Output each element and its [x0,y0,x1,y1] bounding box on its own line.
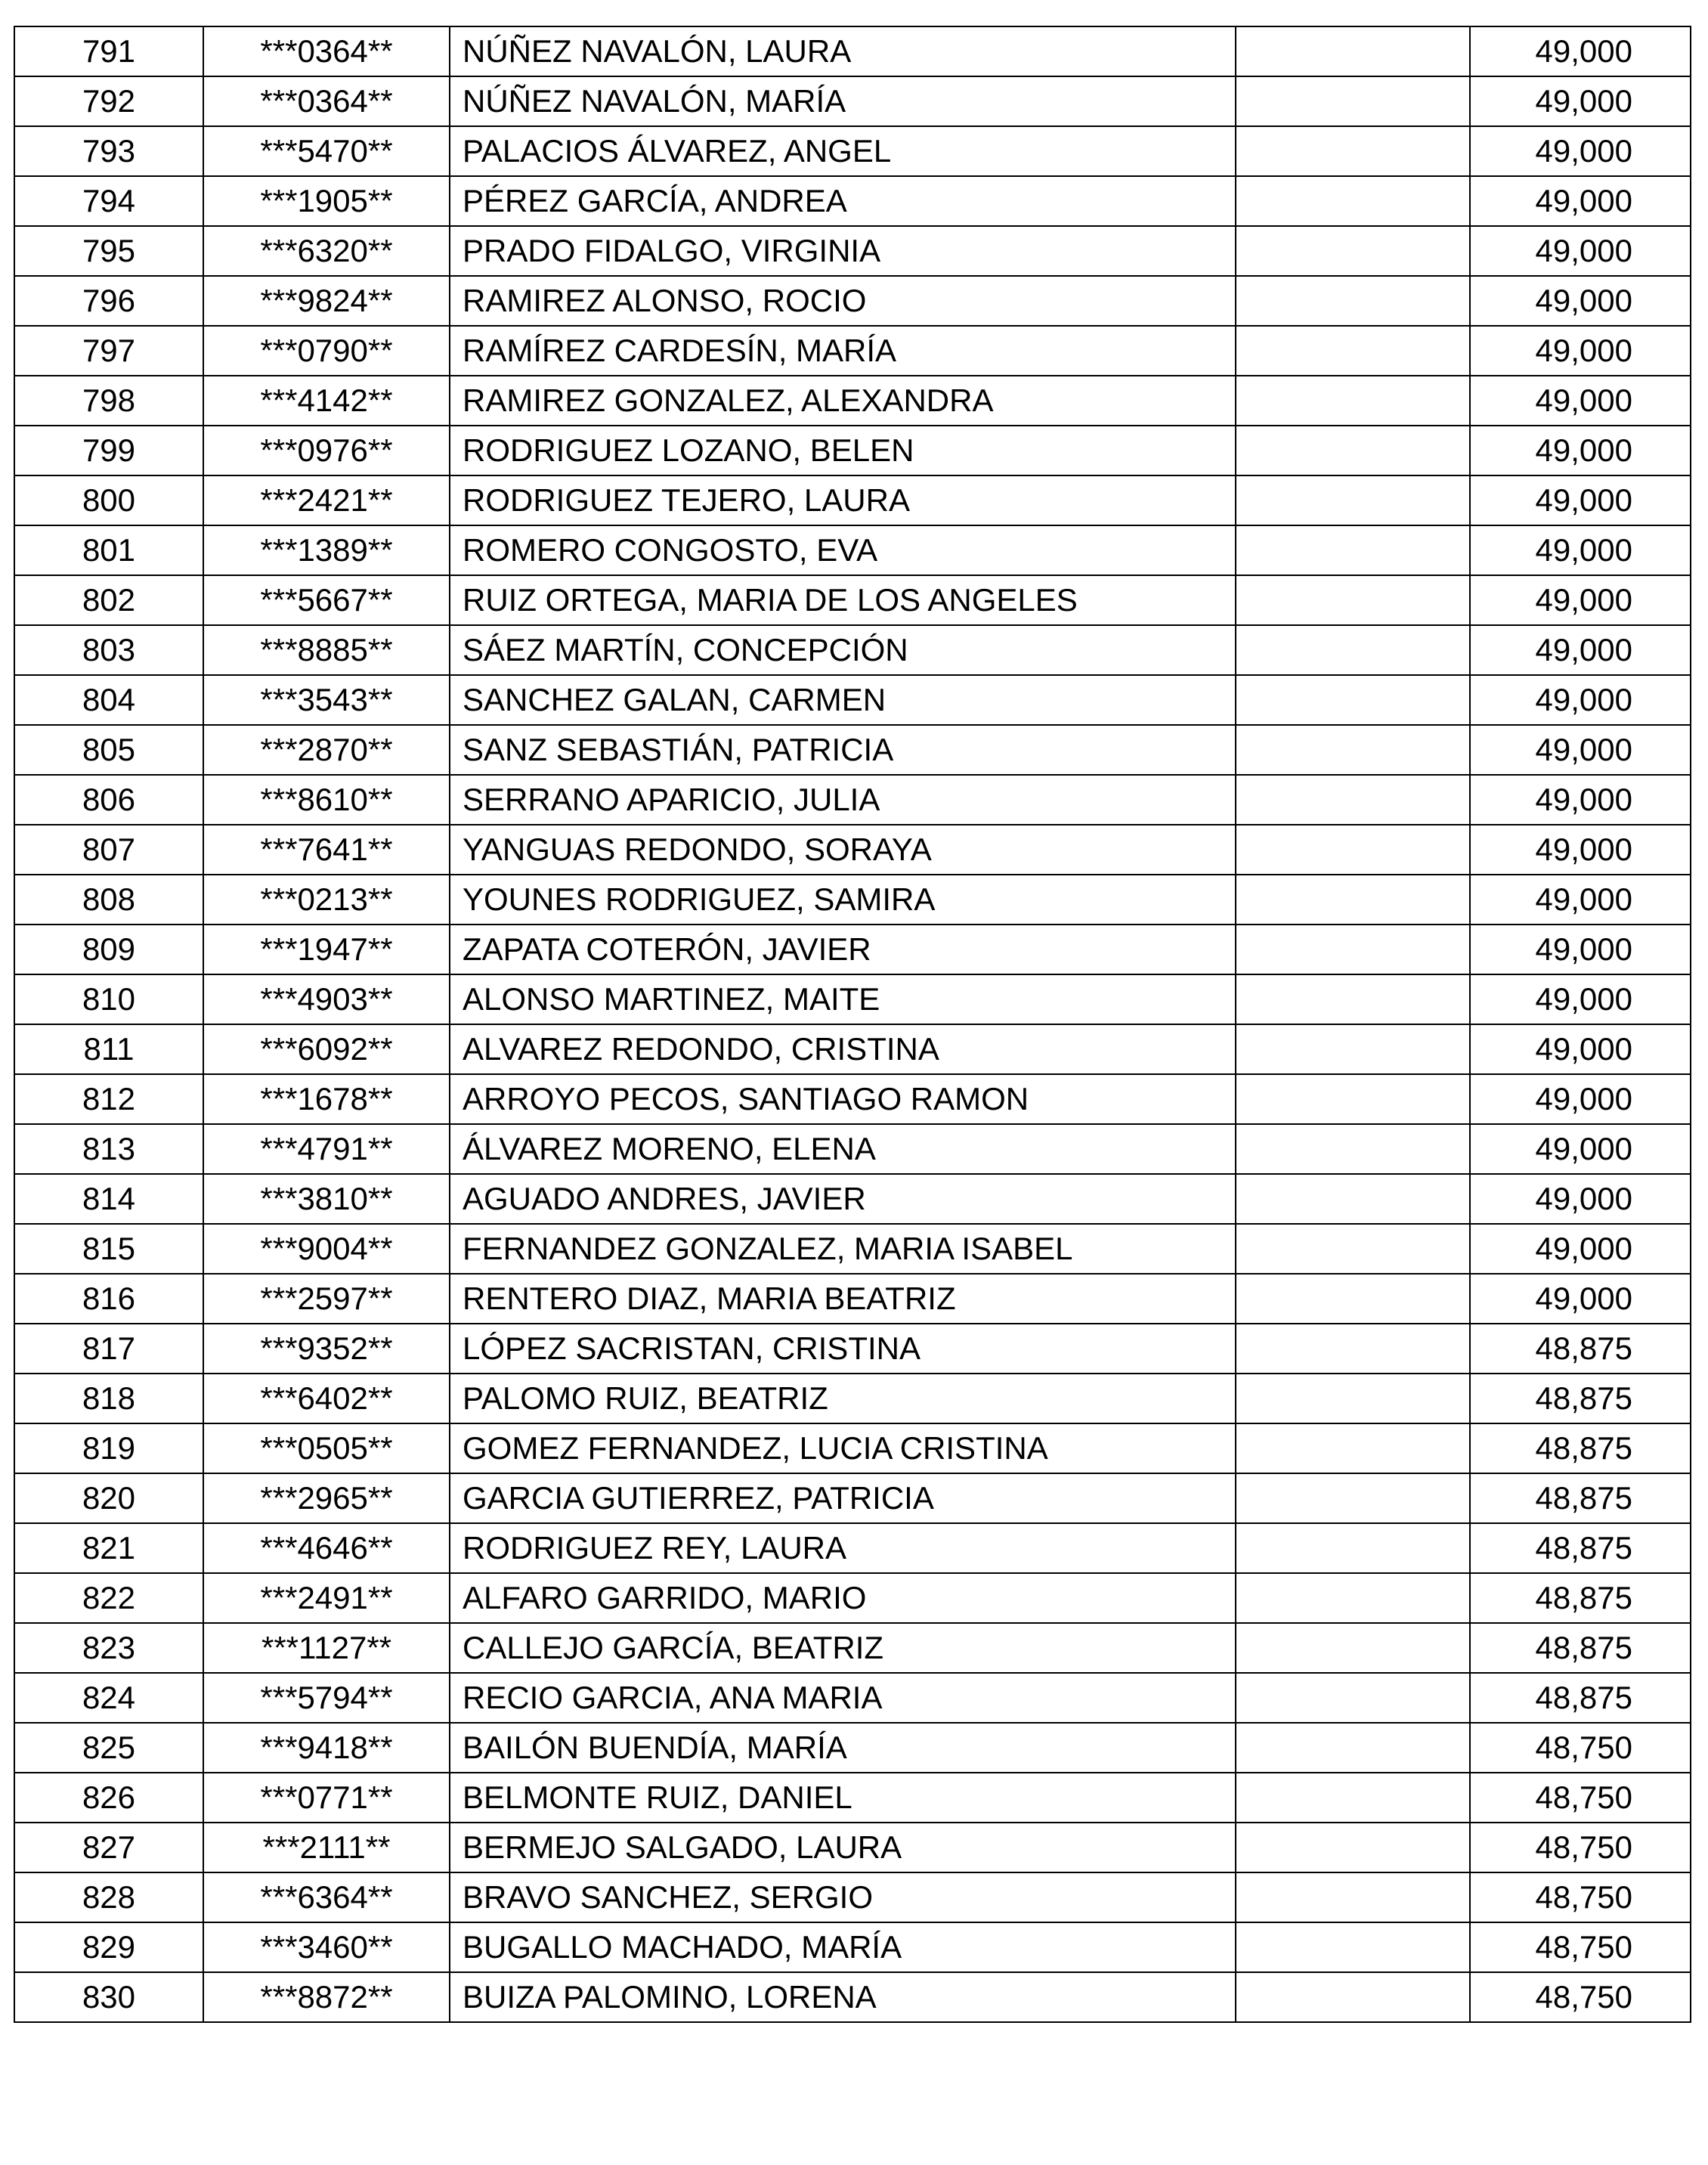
empty-cell [1236,1773,1470,1823]
score: 48,875 [1470,1573,1691,1623]
empty-cell [1236,825,1470,875]
score: 49,000 [1470,475,1691,525]
masked-id: ***2111** [203,1823,450,1872]
masked-id: ***8610** [203,775,450,825]
masked-id: ***0364** [203,26,450,76]
row-number: 810 [14,974,203,1024]
masked-id: ***6364** [203,1872,450,1922]
table-row [14,1124,1691,1174]
full-name: GARCIA GUTIERREZ, PATRICIA [450,1473,1236,1523]
empty-cell [1236,1872,1470,1922]
table-row [14,76,1691,126]
table-row [14,575,1691,625]
full-name: PRADO FIDALGO, VIRGINIA [450,226,1236,276]
empty-cell [1236,1423,1470,1473]
score: 48,750 [1470,1723,1691,1773]
table-row [14,775,1691,825]
row-number: 812 [14,1074,203,1124]
table-body [14,26,1691,2022]
score: 49,000 [1470,525,1691,575]
row-number: 803 [14,625,203,675]
masked-id: ***0213** [203,875,450,925]
table-row [14,326,1691,376]
row-number: 830 [14,1972,203,2022]
empty-cell [1236,1623,1470,1673]
masked-id: ***3810** [203,1174,450,1224]
row-number: 811 [14,1024,203,1074]
full-name: BUGALLO MACHADO, MARÍA [450,1922,1236,1972]
score: 49,000 [1470,26,1691,76]
candidate-list-table [14,26,1691,2023]
table-row [14,276,1691,326]
full-name: RAMIREZ ALONSO, ROCIO [450,276,1236,326]
full-name: ALFARO GARRIDO, MARIO [450,1573,1236,1623]
table-row [14,26,1691,76]
full-name: SANCHEZ GALAN, CARMEN [450,675,1236,725]
full-name: RODRIGUEZ LOZANO, BELEN [450,426,1236,475]
empty-cell [1236,226,1470,276]
full-name: YOUNES RODRIGUEZ, SAMIRA [450,875,1236,925]
score: 49,000 [1470,925,1691,974]
row-number: 807 [14,825,203,875]
empty-cell [1236,1074,1470,1124]
full-name: ZAPATA COTERÓN, JAVIER [450,925,1236,974]
row-number: 801 [14,525,203,575]
row-number: 794 [14,176,203,226]
table-row [14,825,1691,875]
table-row [14,1872,1691,1922]
table-row [14,1673,1691,1723]
table-row [14,226,1691,276]
table-row [14,475,1691,525]
table-row [14,1523,1691,1573]
table-row [14,1473,1691,1523]
empty-cell [1236,1523,1470,1573]
row-number: 825 [14,1723,203,1773]
score: 49,000 [1470,376,1691,426]
masked-id: ***1389** [203,525,450,575]
masked-id: ***8885** [203,625,450,675]
full-name: ARROYO PECOS, SANTIAGO RAMON [450,1074,1236,1124]
masked-id: ***2870** [203,725,450,775]
table-row [14,525,1691,575]
row-number: 792 [14,76,203,126]
masked-id: ***0976** [203,426,450,475]
row-number: 808 [14,875,203,925]
table-row [14,1623,1691,1673]
table-row [14,675,1691,725]
masked-id: ***3543** [203,675,450,725]
full-name: RUIZ ORTEGA, MARIA DE LOS ANGELES [450,575,1236,625]
row-number: 815 [14,1224,203,1274]
score: 49,000 [1470,1274,1691,1324]
empty-cell [1236,625,1470,675]
row-number: 821 [14,1523,203,1573]
score: 49,000 [1470,176,1691,226]
empty-cell [1236,126,1470,176]
masked-id: ***9352** [203,1324,450,1374]
row-number: 804 [14,675,203,725]
masked-id: ***8872** [203,1972,450,2022]
row-number: 798 [14,376,203,426]
empty-cell [1236,1823,1470,1872]
score: 49,000 [1470,326,1691,376]
masked-id: ***9418** [203,1723,450,1773]
score: 49,000 [1470,875,1691,925]
masked-id: ***5667** [203,575,450,625]
row-number: 802 [14,575,203,625]
empty-cell [1236,26,1470,76]
masked-id: ***2965** [203,1473,450,1523]
table-row [14,1024,1691,1074]
full-name: RAMIREZ GONZALEZ, ALEXANDRA [450,376,1236,426]
row-number: 823 [14,1623,203,1673]
table-row [14,875,1691,925]
score: 49,000 [1470,825,1691,875]
table-row [14,376,1691,426]
row-number: 818 [14,1374,203,1423]
score: 48,875 [1470,1673,1691,1723]
table-row [14,1573,1691,1623]
empty-cell [1236,875,1470,925]
row-number: 797 [14,326,203,376]
full-name: PALACIOS ÁLVAREZ, ANGEL [450,126,1236,176]
row-number: 826 [14,1773,203,1823]
score: 48,875 [1470,1473,1691,1523]
score: 49,000 [1470,276,1691,326]
masked-id: ***2597** [203,1274,450,1324]
masked-id: ***4791** [203,1124,450,1174]
table-row [14,426,1691,475]
row-number: 806 [14,775,203,825]
score: 48,875 [1470,1324,1691,1374]
full-name: AGUADO ANDRES, JAVIER [450,1174,1236,1224]
table-row [14,725,1691,775]
full-name: ROMERO CONGOSTO, EVA [450,525,1236,575]
empty-cell [1236,376,1470,426]
masked-id: ***6402** [203,1374,450,1423]
empty-cell [1236,1324,1470,1374]
row-number: 800 [14,475,203,525]
empty-cell [1236,1224,1470,1274]
full-name: ALONSO MARTINEZ, MAITE [450,974,1236,1024]
empty-cell [1236,1922,1470,1972]
empty-cell [1236,176,1470,226]
masked-id: ***0505** [203,1423,450,1473]
score: 49,000 [1470,625,1691,675]
empty-cell [1236,925,1470,974]
masked-id: ***4903** [203,974,450,1024]
table-row [14,1972,1691,2022]
row-number: 813 [14,1124,203,1174]
table-row [14,1922,1691,1972]
full-name: ÁLVAREZ MORENO, ELENA [450,1124,1236,1174]
masked-id: ***4142** [203,376,450,426]
score: 49,000 [1470,725,1691,775]
empty-cell [1236,1174,1470,1224]
masked-id: ***1947** [203,925,450,974]
full-name: BERMEJO SALGADO, LAURA [450,1823,1236,1872]
score: 49,000 [1470,1074,1691,1124]
empty-cell [1236,1473,1470,1523]
full-name: CALLEJO GARCÍA, BEATRIZ [450,1623,1236,1673]
row-number: 824 [14,1673,203,1723]
masked-id: ***2491** [203,1573,450,1623]
masked-id: ***1678** [203,1074,450,1124]
masked-id: ***7641** [203,825,450,875]
score: 48,750 [1470,1823,1691,1872]
score: 49,000 [1470,76,1691,126]
table-row [14,1174,1691,1224]
empty-cell [1236,775,1470,825]
score: 49,000 [1470,1024,1691,1074]
table-row [14,625,1691,675]
full-name: BELMONTE RUIZ, DANIEL [450,1773,1236,1823]
table-row [14,1324,1691,1374]
score: 48,750 [1470,1872,1691,1922]
row-number: 791 [14,26,203,76]
table-row [14,1823,1691,1872]
full-name: NÚÑEZ NAVALÓN, LAURA [450,26,1236,76]
full-name: SÁEZ MARTÍN, CONCEPCIÓN [450,625,1236,675]
full-name: RENTERO DIAZ, MARIA BEATRIZ [450,1274,1236,1324]
score: 48,875 [1470,1423,1691,1473]
table-row [14,925,1691,974]
full-name: SANZ SEBASTIÁN, PATRICIA [450,725,1236,775]
row-number: 795 [14,226,203,276]
table-row [14,1773,1691,1823]
full-name: YANGUAS REDONDO, SORAYA [450,825,1236,875]
full-name: LÓPEZ SACRISTAN, CRISTINA [450,1324,1236,1374]
masked-id: ***5470** [203,126,450,176]
full-name: BRAVO SANCHEZ, SERGIO [450,1872,1236,1922]
full-name: NÚÑEZ NAVALÓN, MARÍA [450,76,1236,126]
empty-cell [1236,725,1470,775]
table-row [14,1074,1691,1124]
full-name: SERRANO APARICIO, JULIA [450,775,1236,825]
score: 48,750 [1470,1922,1691,1972]
empty-cell [1236,1573,1470,1623]
empty-cell [1236,1024,1470,1074]
score: 49,000 [1470,126,1691,176]
masked-id: ***5794** [203,1673,450,1723]
full-name: PALOMO RUIZ, BEATRIZ [450,1374,1236,1423]
score: 49,000 [1470,974,1691,1024]
masked-id: ***6092** [203,1024,450,1074]
score: 49,000 [1470,1224,1691,1274]
table-row [14,176,1691,226]
score: 49,000 [1470,575,1691,625]
full-name: BUIZA PALOMINO, LORENA [450,1972,1236,2022]
row-number: 793 [14,126,203,176]
row-number: 827 [14,1823,203,1872]
full-name: BAILÓN BUENDÍA, MARÍA [450,1723,1236,1773]
masked-id: ***2421** [203,475,450,525]
full-name: GOMEZ FERNANDEZ, LUCIA CRISTINA [450,1423,1236,1473]
row-number: 799 [14,426,203,475]
table-row [14,126,1691,176]
row-number: 816 [14,1274,203,1324]
table-row [14,1723,1691,1773]
table-row [14,1374,1691,1423]
empty-cell [1236,475,1470,525]
empty-cell [1236,1972,1470,2022]
empty-cell [1236,525,1470,575]
score: 48,875 [1470,1523,1691,1573]
empty-cell [1236,76,1470,126]
table-row [14,974,1691,1024]
row-number: 820 [14,1473,203,1523]
score: 49,000 [1470,675,1691,725]
row-number: 819 [14,1423,203,1473]
row-number: 822 [14,1573,203,1623]
row-number: 809 [14,925,203,974]
row-number: 796 [14,276,203,326]
empty-cell [1236,575,1470,625]
score: 48,875 [1470,1623,1691,1673]
full-name: RODRIGUEZ REY, LAURA [450,1523,1236,1573]
score: 48,875 [1470,1374,1691,1423]
empty-cell [1236,1723,1470,1773]
row-number: 829 [14,1922,203,1972]
masked-id: ***0790** [203,326,450,376]
row-number: 805 [14,725,203,775]
masked-id: ***9824** [203,276,450,326]
score: 49,000 [1470,775,1691,825]
empty-cell [1236,1274,1470,1324]
full-name: PÉREZ GARCÍA, ANDREA [450,176,1236,226]
row-number: 814 [14,1174,203,1224]
empty-cell [1236,326,1470,376]
score: 49,000 [1470,1174,1691,1224]
score: 49,000 [1470,1124,1691,1174]
empty-cell [1236,974,1470,1024]
empty-cell [1236,276,1470,326]
masked-id: ***6320** [203,226,450,276]
full-name: RECIO GARCIA, ANA MARIA [450,1673,1236,1723]
full-name: RAMÍREZ CARDESÍN, MARÍA [450,326,1236,376]
table-row [14,1423,1691,1473]
score: 48,750 [1470,1972,1691,2022]
masked-id: ***4646** [203,1523,450,1573]
masked-id: ***3460** [203,1922,450,1972]
score: 49,000 [1470,226,1691,276]
score: 48,750 [1470,1773,1691,1823]
full-name: RODRIGUEZ TEJERO, LAURA [450,475,1236,525]
row-number: 828 [14,1872,203,1922]
table-row [14,1274,1691,1324]
full-name: FERNANDEZ GONZALEZ, MARIA ISABEL [450,1224,1236,1274]
table-row [14,1224,1691,1274]
masked-id: ***1127** [203,1623,450,1673]
empty-cell [1236,1124,1470,1174]
masked-id: ***0771** [203,1773,450,1823]
full-name: ALVAREZ REDONDO, CRISTINA [450,1024,1236,1074]
masked-id: ***0364** [203,76,450,126]
masked-id: ***1905** [203,176,450,226]
row-number: 817 [14,1324,203,1374]
empty-cell [1236,1374,1470,1423]
masked-id: ***9004** [203,1224,450,1274]
score: 49,000 [1470,426,1691,475]
empty-cell [1236,1673,1470,1723]
empty-cell [1236,675,1470,725]
empty-cell [1236,426,1470,475]
